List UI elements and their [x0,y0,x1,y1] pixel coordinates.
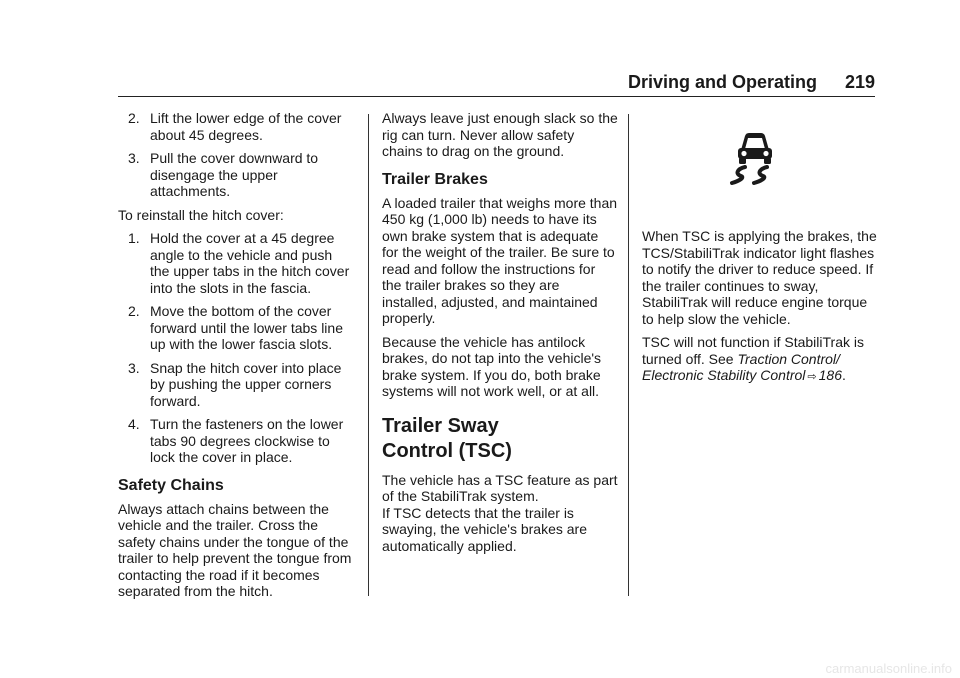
tsc-text-1: The vehicle has a TSC feature as part of the StabiliTrak system. [382,471,618,504]
column-2 [382,110,618,561]
column-divider-1 [368,114,369,596]
list-item [118,303,354,353]
heading-line-1: Trailer Sway [382,414,499,437]
stabilitrak-skid-icon [729,130,781,186]
cross-reference-link[interactable]: Traction Control/ Electronic Stability Control [642,350,840,383]
antilock-text: Because the vehicle has antilock brakes, do not tap into the vehicle's brake system. If you do, both brake systems will not work well, or at all. [382,333,602,399]
page-arrow-icon: ⇨ [807,371,817,383]
reference-page-number[interactable]: 186 [818,367,842,383]
slack-text: Always leave just enough slack so the rig can turn. Never allow safety chains to drag on the ground. [382,110,618,159]
step-text: Turn the fasteners on the lower tabs 90 degrees clockwise to lock the cover in place. [150,416,344,465]
page-header [118,72,875,102]
safety-chains-text: Always attach chains between the vehicle and the trailer. Cross the safety chains under the tongue of the trailer to help prevent the tongue from contacting the road if it becomes separated from the hitch. [118,500,352,599]
watermark-text: carmanualsonline.info [825,661,952,676]
step-text: Snap the hitch cover into place by pushing the upper corners forward. [150,359,342,409]
step-number: 2. [128,303,140,319]
page-number: 219 [844,72,875,92]
step-text: Move the bottom of the cover forward until the lower tabs line up with the lower fascia slots. [150,303,343,352]
column-divider-2 [628,114,629,596]
list-item [118,360,354,410]
column-1 [118,110,354,607]
heading-line-2: Control (TSC) [382,439,512,462]
step-number: 3. [128,150,140,166]
step-number: 2. [128,110,140,126]
list-item [118,230,354,296]
section-title: Driving and Operating [627,72,817,92]
sentence-end: . [841,367,846,383]
trailer-brakes-heading: Trailer Brakes [382,170,488,188]
tsc-off-paragraph [642,334,878,386]
step-number: 3. [128,359,140,376]
trailer-brakes-text: A loaded trailer that weighs more than 450 kg (1,000 lb) needs to have its own brake system that is adequate for the weight of the trailer. Be sure to read and follow the instructions for the trailer brakes so they are installed, adjusted, and maintained properly. [382,194,618,326]
step-number: 4. [128,416,140,432]
tsc-text-2: If TSC detects that the trailer is swaying, the vehicle's brakes are automatically applied. [382,504,587,554]
tsc-applying-text: When TSC is applying the brakes, the TCS/StabiliTrak indicator light flashes to notify the driver to reduce speed. If the trailer continues to sway, StabiliTrak will reduce engine torque to help slow the vehicle. [642,228,877,327]
icon-container [632,110,878,228]
header-rule [118,96,875,97]
list-item [118,110,354,143]
reinstall-intro: To reinstall the hitch cover: [118,206,284,223]
trailer-sway-heading [382,414,618,464]
column-3 [642,110,878,393]
tsc-off-text: TSC will not function if StabiliTrak is turned off. See [642,334,864,367]
list-item [118,150,354,200]
list-item [118,416,354,466]
step-number: 1. [128,230,140,246]
step-text: Lift the lower edge of the cover about 45 degrees. [150,110,342,143]
step-text: Hold the cover at a 45 degree angle to the vehicle and push the upper tabs in the hitch cover into the slots in the fascia. [150,230,350,296]
step-text: Pull the cover downward to disengage the upper attachments. [150,150,319,199]
safety-chains-heading: Safety Chains [118,476,224,494]
